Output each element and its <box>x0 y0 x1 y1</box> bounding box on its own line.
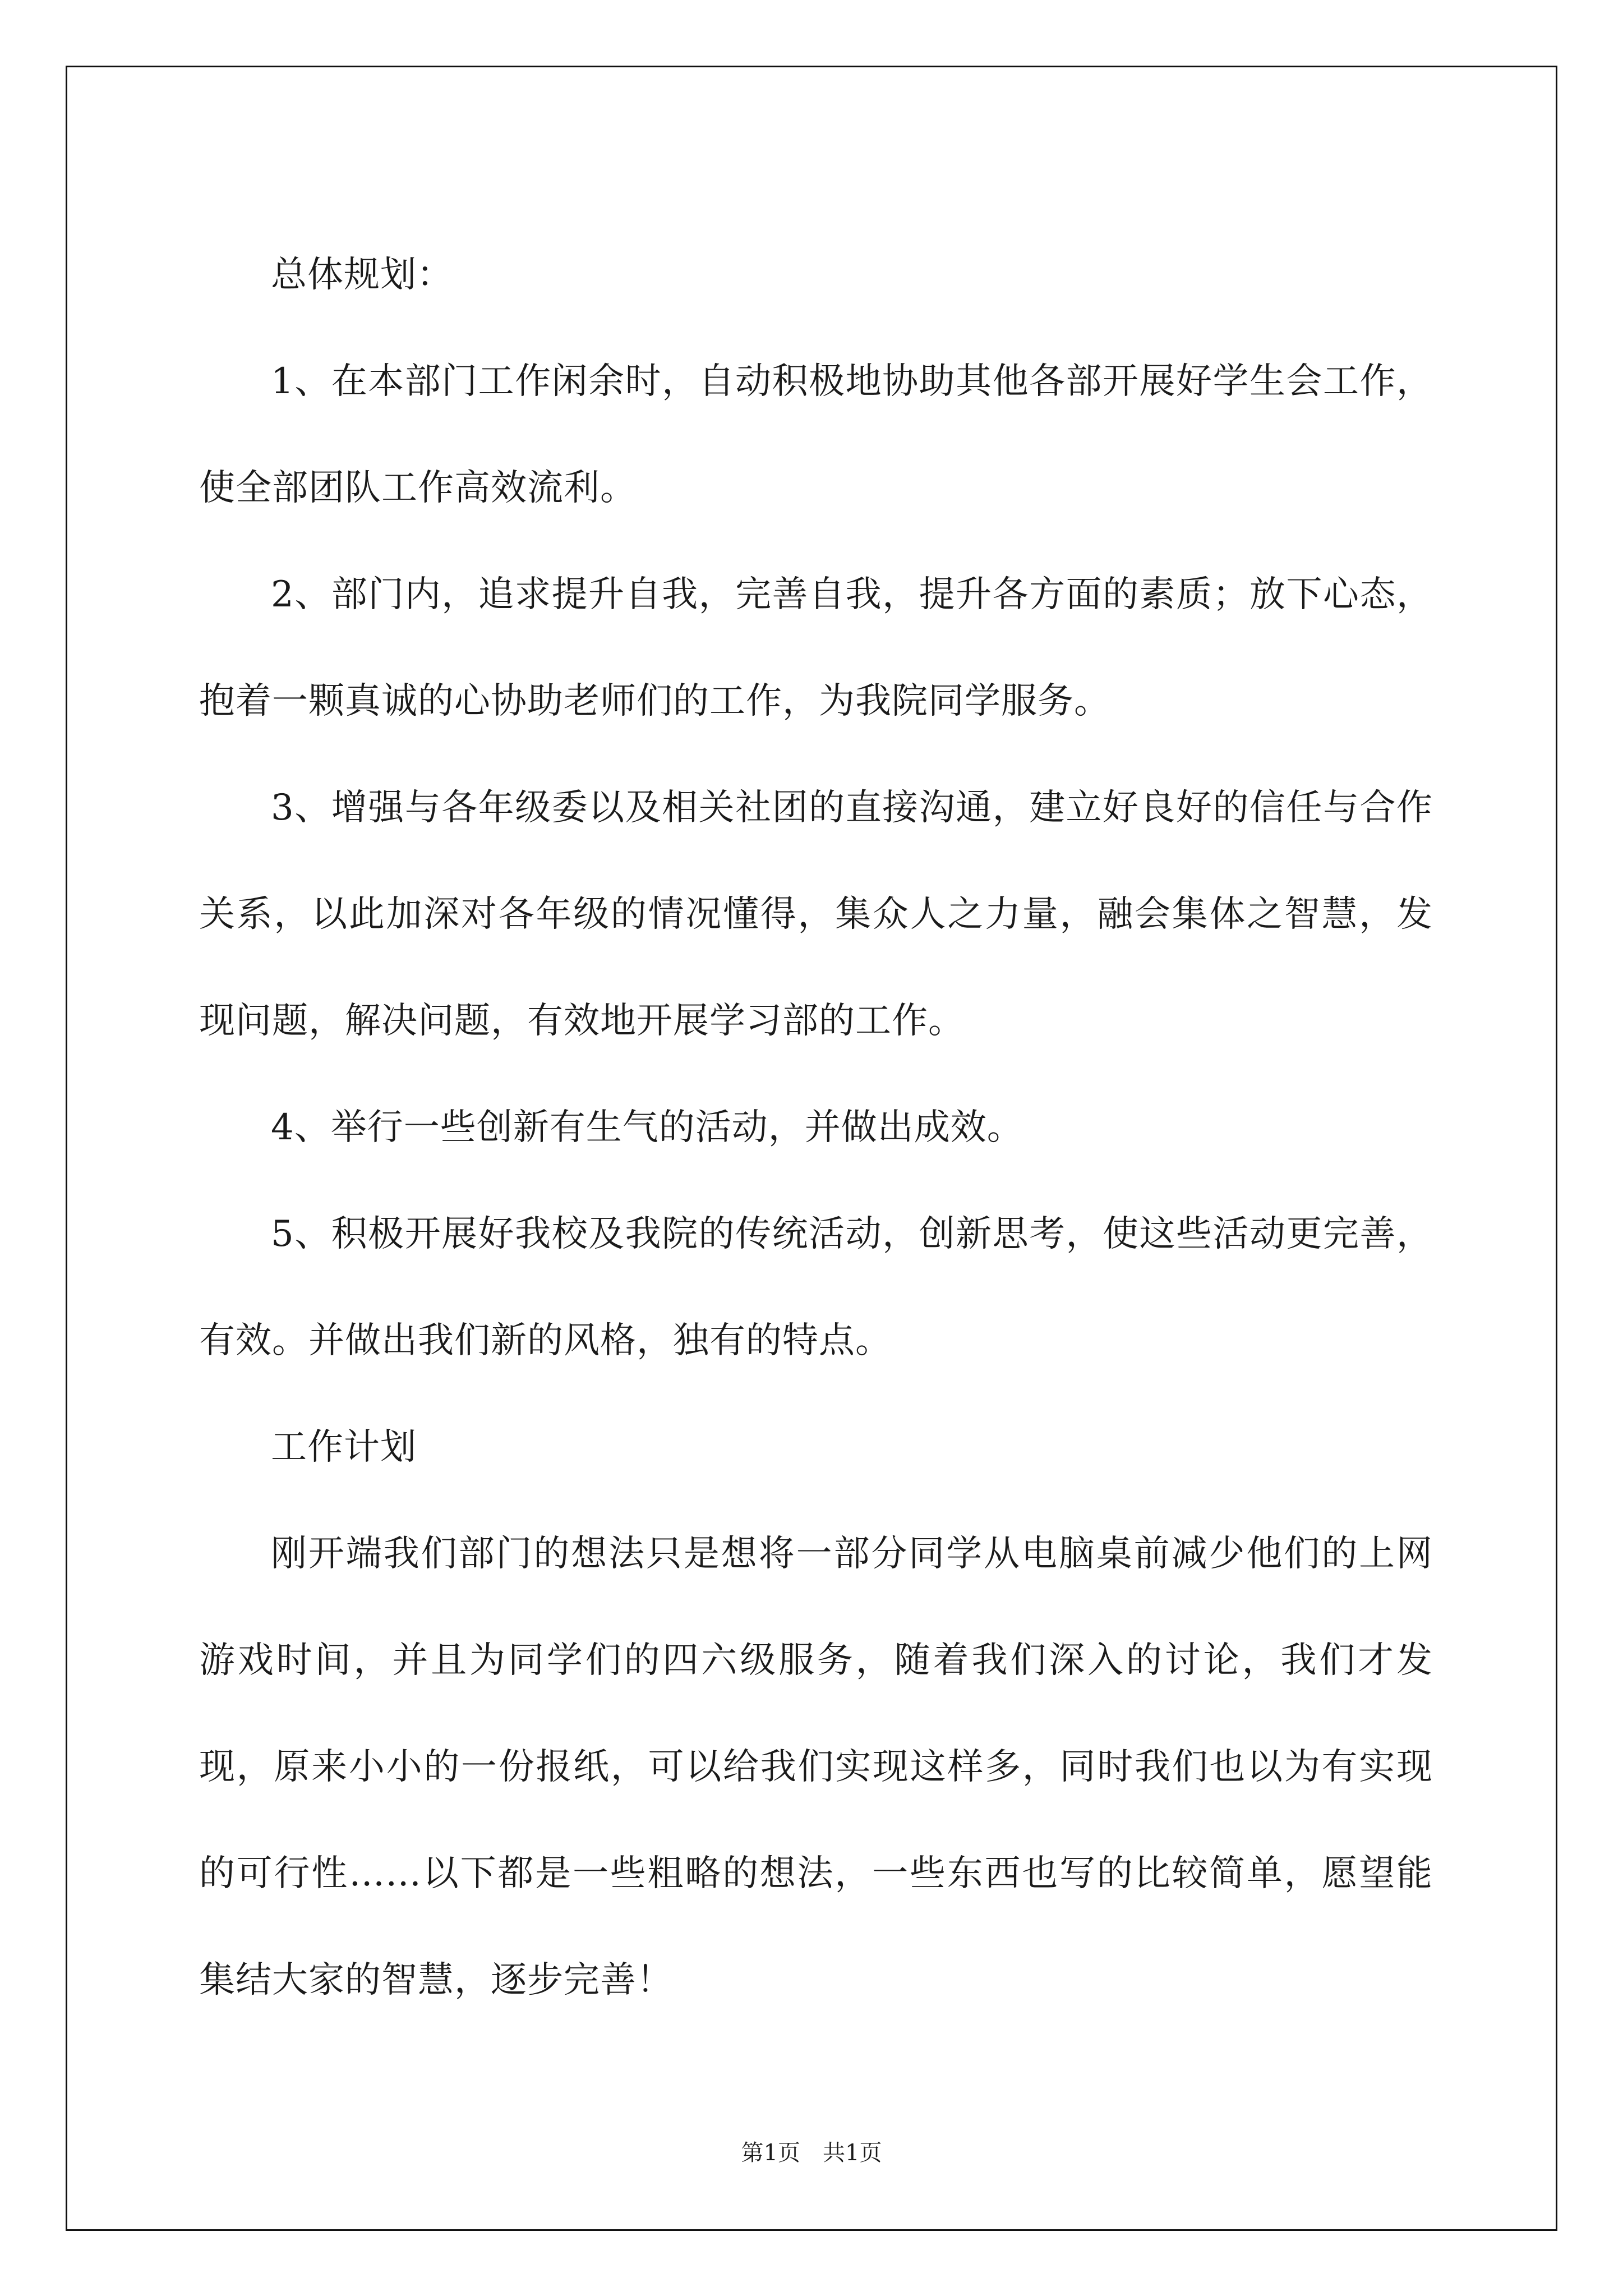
work-plan-paragraph: 刚开端我们部门的想法只是想将一部分同学从电脑桌前减少他们的上网游戏时间，并且为同学们的四六级服务，随着我们深入的讨论，我们才发现，原来小小的一份报纸，可以给我们实现这样多，同时我们也以为有实现的可行性……以下都是一些粗略的想法，一些东西也写的比较简单，愿望能集结大家的智慧，逐步完善！ <box>199 1533 1433 2001</box>
document-body <box>199 222 1433 2033</box>
heading-work-plan: 工作计划 <box>271 1427 417 1468</box>
heading-overall-plan: 总体规划： <box>271 254 453 296</box>
plan-item-3: 3、增强与各年级委以及相关社团的直接沟通，建立好良好的信任与合作关系，以此加深对各年级的情况懂得，集众人之力量，融会集体之智慧，发现问题，解决问题，有效地开展学习部的工作。 <box>199 787 1433 1042</box>
page-footer <box>0 2136 1623 2170</box>
plan-item-2: 2、部门内，追求提升自我，完善自我，提升各方面的素质；放下心态，抱着一颗真诚的心协助老师们的工作，为我院同学服务。 <box>199 574 1433 722</box>
plan-item-5: 5、积极开展好我校及我院的传统活动，创新思考，使这些活动更完善，有效。并做出我们新的风格，独有的特点。 <box>199 1213 1433 1361</box>
page-number-current: 第1页 <box>741 2140 800 2166</box>
plan-item-4: 4、举行一些创新有生气的活动，并做出成效。 <box>271 1107 1023 1148</box>
plan-item-1: 1、在本部门工作闲余时，自动积极地协助其他各部开展好学生会工作，使全部团队工作高效流利。 <box>199 361 1433 509</box>
page-number-total: 共1页 <box>823 2140 882 2166</box>
